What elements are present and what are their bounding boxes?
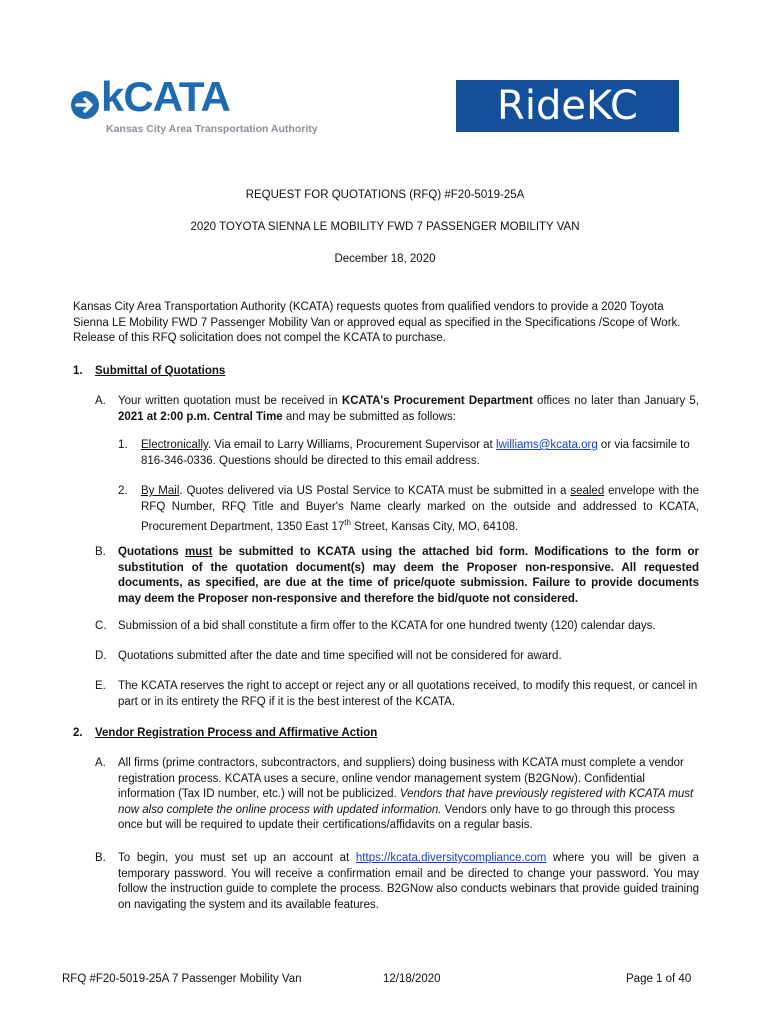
section2-b-text bbox=[118, 851, 699, 913]
section1-c-label: C. bbox=[95, 620, 107, 632]
s1a2-sealed: sealed bbox=[570, 485, 605, 497]
section2-a-text bbox=[118, 756, 699, 834]
s1a1-electronically: Electronically bbox=[141, 439, 208, 451]
rfq-title: REQUEST FOR QUOTATIONS (RFQ) #F20-5019-25A bbox=[245, 189, 525, 201]
rfq-subtitle: 2020 TOYOTA SIENNA LE MOBILITY FWD 7 PASSENGER MOBILITY VAN bbox=[190, 221, 580, 233]
section2-b-label: B. bbox=[95, 852, 106, 864]
s1a-text1: Your written quotation must be received in bbox=[118, 395, 342, 407]
section1-c-text: Submission of a bid shall constitute a firm offer to the KCATA for one hundred twenty (120) calendar days. bbox=[118, 620, 656, 632]
s1a2-sup: th bbox=[344, 518, 351, 527]
section1-a1-number: 1. bbox=[118, 439, 128, 451]
s1a2-bymail: By Mail bbox=[141, 485, 180, 497]
s1b-text1: Quotations bbox=[118, 546, 186, 558]
s1b-must: must bbox=[185, 546, 213, 558]
s1a-text3: and may be submitted as follows: bbox=[282, 410, 456, 423]
s1a2-text1: . Quotes delivered via US Postal Service to KCATA must be submitted in a bbox=[179, 485, 571, 497]
intro-paragraph: Kansas City Area Transportation Authority (KCATA) requests quotes from qualified vendors to provide a 2020 Toyota Sienna LE Mobility FWD 7 Passenger Mobility Van or approved equal as specified in the Specifications /Scope of Work. Release of this RFQ solicitation does not compel the KCATA to purchase. bbox=[73, 301, 681, 344]
kcata-logo-tagline: Kansas City Area Transportation Authority bbox=[106, 123, 318, 135]
footer-date: 12/18/2020 bbox=[383, 973, 441, 985]
section1-b-text bbox=[118, 545, 699, 607]
s1a-bold2: 2021 at 2:00 p.m. Central Time bbox=[118, 410, 283, 423]
section1-a2-text bbox=[141, 484, 699, 535]
ridekc-logo-text: RideKC bbox=[497, 83, 638, 129]
s2a-italic: Vendors that have previously registered with KCATA must now also complete the online process with updated information. bbox=[118, 788, 694, 816]
s2a-text1: All firms (prime contractors, subcontractors, and suppliers) doing business with KCATA must complete a vendor registration process. KCATA uses a secure, online vendor management system (B2GNow). Confidential information (Tax ID number, etc.) will not be publicized. bbox=[118, 757, 684, 800]
email-link[interactable]: lwilliams@kcata.org bbox=[495, 439, 598, 451]
section1-d-label: D. bbox=[95, 650, 107, 662]
section1-a-text bbox=[118, 394, 699, 425]
section1-number: 1. bbox=[73, 365, 83, 377]
section1-e-label: E. bbox=[95, 680, 106, 692]
s1a1-text2: or via facsimile to 816-346-0336. Questions should be directed to this email address. bbox=[141, 439, 690, 467]
s1a1-text1: . Via email to Larry Williams, Procurement Supervisor at bbox=[207, 439, 496, 451]
kcata-arrow-icon bbox=[70, 90, 100, 120]
s2b-text1: To begin, you must set up an account at bbox=[118, 852, 356, 864]
footer-page-number: Page 1 of 40 bbox=[626, 973, 692, 985]
s1a2-text2: envelope with the RFQ Number, RFQ Title and Buyer's Name clearly marked on the outside and addressed to KCATA, Procurement Department, 1350 East 17 bbox=[141, 485, 700, 533]
b2gnow-link[interactable]: https://kcata.diversitycompliance.com bbox=[355, 852, 547, 864]
section1-a2-number: 2. bbox=[118, 485, 128, 497]
section1-b-label: B. bbox=[95, 546, 106, 558]
s2a-text2: Vendors only have to go through this process once but will be required to update their certifications/affidavits on a regular basis. bbox=[118, 803, 675, 831]
kcata-logo-letters: kCATA bbox=[101, 73, 230, 120]
ridekc-logo bbox=[456, 80, 679, 132]
s2b-text2: where you will be given a temporary password. You will receive a confirmation email and be directed to change your password. You may follow the instruction guide to complete the process. B2GNow also conducts webinars that provide guided training on navigating the system and its available features. bbox=[118, 852, 699, 911]
kcata-logo bbox=[70, 73, 318, 140]
section1-a-label: A. bbox=[95, 395, 106, 407]
section2-number: 2. bbox=[73, 727, 83, 739]
s1a-bold1: KCATA's Procurement Department bbox=[341, 395, 533, 407]
s1a-text2: offices no later than January 5, bbox=[532, 395, 699, 407]
footer-left: RFQ #F20-5019-25A 7 Passenger Mobility Van bbox=[62, 973, 302, 985]
section2-a-label: A. bbox=[95, 757, 106, 769]
s1a2-text3: Street, Kansas City, MO, 64108. bbox=[350, 520, 519, 533]
section1-a1-text bbox=[141, 438, 699, 469]
s1b-text2: be submitted to KCATA using the attached bid form. Modifications to the form or substitution of the quotation document(s) may deem the Proposer non-responsive. All requested documents, as specified, are due at the time of price/quote submission. Failure to provide documents may deem the Proposer non-responsive and therefore the bid/quote not considered. bbox=[118, 546, 700, 605]
section1-heading: Submittal of Quotations bbox=[95, 365, 226, 377]
rfq-date: December 18, 2020 bbox=[334, 253, 436, 265]
section1-d-text: Quotations submitted after the date and time specified will not be considered for award. bbox=[118, 650, 562, 662]
section2-heading: Vendor Registration Process and Affirmative Action bbox=[95, 727, 378, 739]
section1-e-text: The KCATA reserves the right to accept or reject any or all quotations received, to modify this request, or cancel in part or in its entirety the RFQ if it is the best interest of the KCATA. bbox=[118, 680, 698, 708]
